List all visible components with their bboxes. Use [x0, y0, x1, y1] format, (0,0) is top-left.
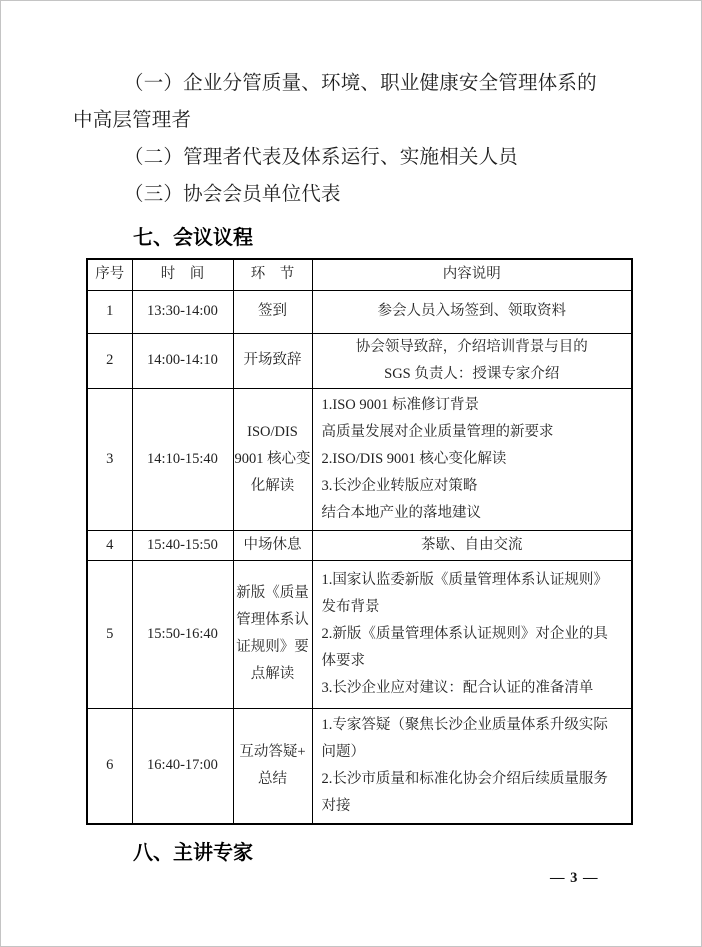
content-line: 3.长沙企业应对建议：配合认证的准备清单: [321, 679, 594, 696]
cell-time: 15:50-16:40: [132, 560, 233, 708]
agenda-table: [86, 258, 633, 825]
cell-session: [233, 560, 312, 708]
session-line: 新版《质量: [236, 585, 309, 601]
audience-item-2: （二）管理者代表及体系运行、实施相关人员: [124, 147, 519, 168]
session-line: 中场休息: [243, 536, 302, 553]
cell-time: 14:00-14:10: [132, 333, 233, 388]
content-line: 结合本地产业的落地建议: [321, 504, 481, 521]
cell-session: [233, 530, 312, 560]
cell-session: [233, 708, 312, 824]
table-row: [87, 333, 632, 388]
table-row: [87, 560, 632, 708]
cell-content: [312, 290, 632, 333]
cell-no: 2: [87, 333, 132, 388]
content-line: 2.新版《质量管理体系认证规则》对企业的具: [321, 625, 608, 642]
cell-time: 13:30-14:00: [132, 290, 233, 333]
cell-content: [312, 388, 632, 530]
content-line: 协会领导致辞，介绍培训背景与目的: [355, 338, 588, 355]
cell-time: 15:40-15:50: [132, 530, 233, 560]
cell-session: [233, 290, 312, 333]
content-line: 1.国家认监委新版《质量管理体系认证规则》: [321, 571, 608, 588]
table-header-row: [87, 259, 632, 290]
content-line: 参会人员入场签到、领取资料: [377, 303, 566, 319]
cell-content: [312, 560, 632, 708]
content-line: 体要求: [321, 652, 365, 669]
content-line: 2.长沙市质量和标准化协会介绍后续质量服务: [321, 770, 608, 787]
content-line: 1.专家答疑（聚焦长沙企业质量体系升级实际: [321, 716, 608, 733]
session-line: 证规则》要: [236, 639, 309, 655]
table-row: [87, 530, 632, 560]
page-number: — 3 —: [550, 870, 599, 886]
audience-item-3: （三）协会会员单位代表: [124, 184, 341, 205]
session-line: 化解读: [250, 477, 295, 494]
speakers-section-heading: 八、主讲专家: [133, 841, 253, 864]
agenda-section-heading: 七、会议议程: [133, 227, 253, 249]
cell-content: [312, 333, 632, 388]
session-line: 互动答疑+: [239, 743, 306, 760]
cell-no: 4: [87, 530, 132, 560]
session-line: 开场致辞: [243, 352, 302, 368]
cell-no: 6: [87, 708, 132, 824]
cell-time: 16:40-17:00: [132, 708, 233, 824]
audience-item-1-continued: 中高层管理者: [73, 110, 192, 131]
session-line: 9001 核心变: [234, 450, 311, 467]
content-line: 发布背景: [321, 598, 380, 615]
cell-content: [312, 708, 632, 824]
cell-session: [233, 388, 312, 530]
content-line: 高质量发展对企业质量管理的新要求: [321, 423, 554, 440]
content-line: 茶歇、自由交流: [421, 536, 523, 553]
cell-content: [312, 530, 632, 560]
content-line: 问题）: [321, 743, 365, 760]
header-time: 时 间: [132, 259, 233, 290]
session-line: 管理体系认: [236, 612, 309, 628]
session-line: ISO/DIS: [247, 423, 298, 440]
content-line: 1.ISO 9001 标准修订背景: [321, 396, 479, 413]
cell-no: 5: [87, 560, 132, 708]
content-line: 对接: [321, 797, 351, 814]
session-line: 总结: [258, 770, 287, 787]
header-content: 内容说明: [312, 259, 632, 290]
table-row: [87, 290, 632, 333]
target-audience-list: [73, 65, 701, 213]
session-line: 签到: [258, 303, 287, 319]
content-line: 3.长沙企业转版应对策略: [321, 477, 478, 494]
audience-item-1: （一）企业分管质量、环境、职业健康安全管理体系的: [124, 73, 597, 94]
cell-no: 3: [87, 388, 132, 530]
header-session: 环 节: [233, 259, 312, 290]
cell-session: [233, 333, 312, 388]
content-line: SGS 负责人：授课专家介绍: [384, 365, 560, 382]
table-row: [87, 388, 632, 530]
content-line: 2.ISO/DIS 9001 核心变化解读: [321, 450, 507, 467]
header-no: 序号: [87, 259, 132, 290]
cell-no: 1: [87, 290, 132, 333]
session-line: 点解读: [250, 666, 295, 682]
cell-time: 14:10-15:40: [132, 388, 233, 530]
table-row: [87, 708, 632, 824]
